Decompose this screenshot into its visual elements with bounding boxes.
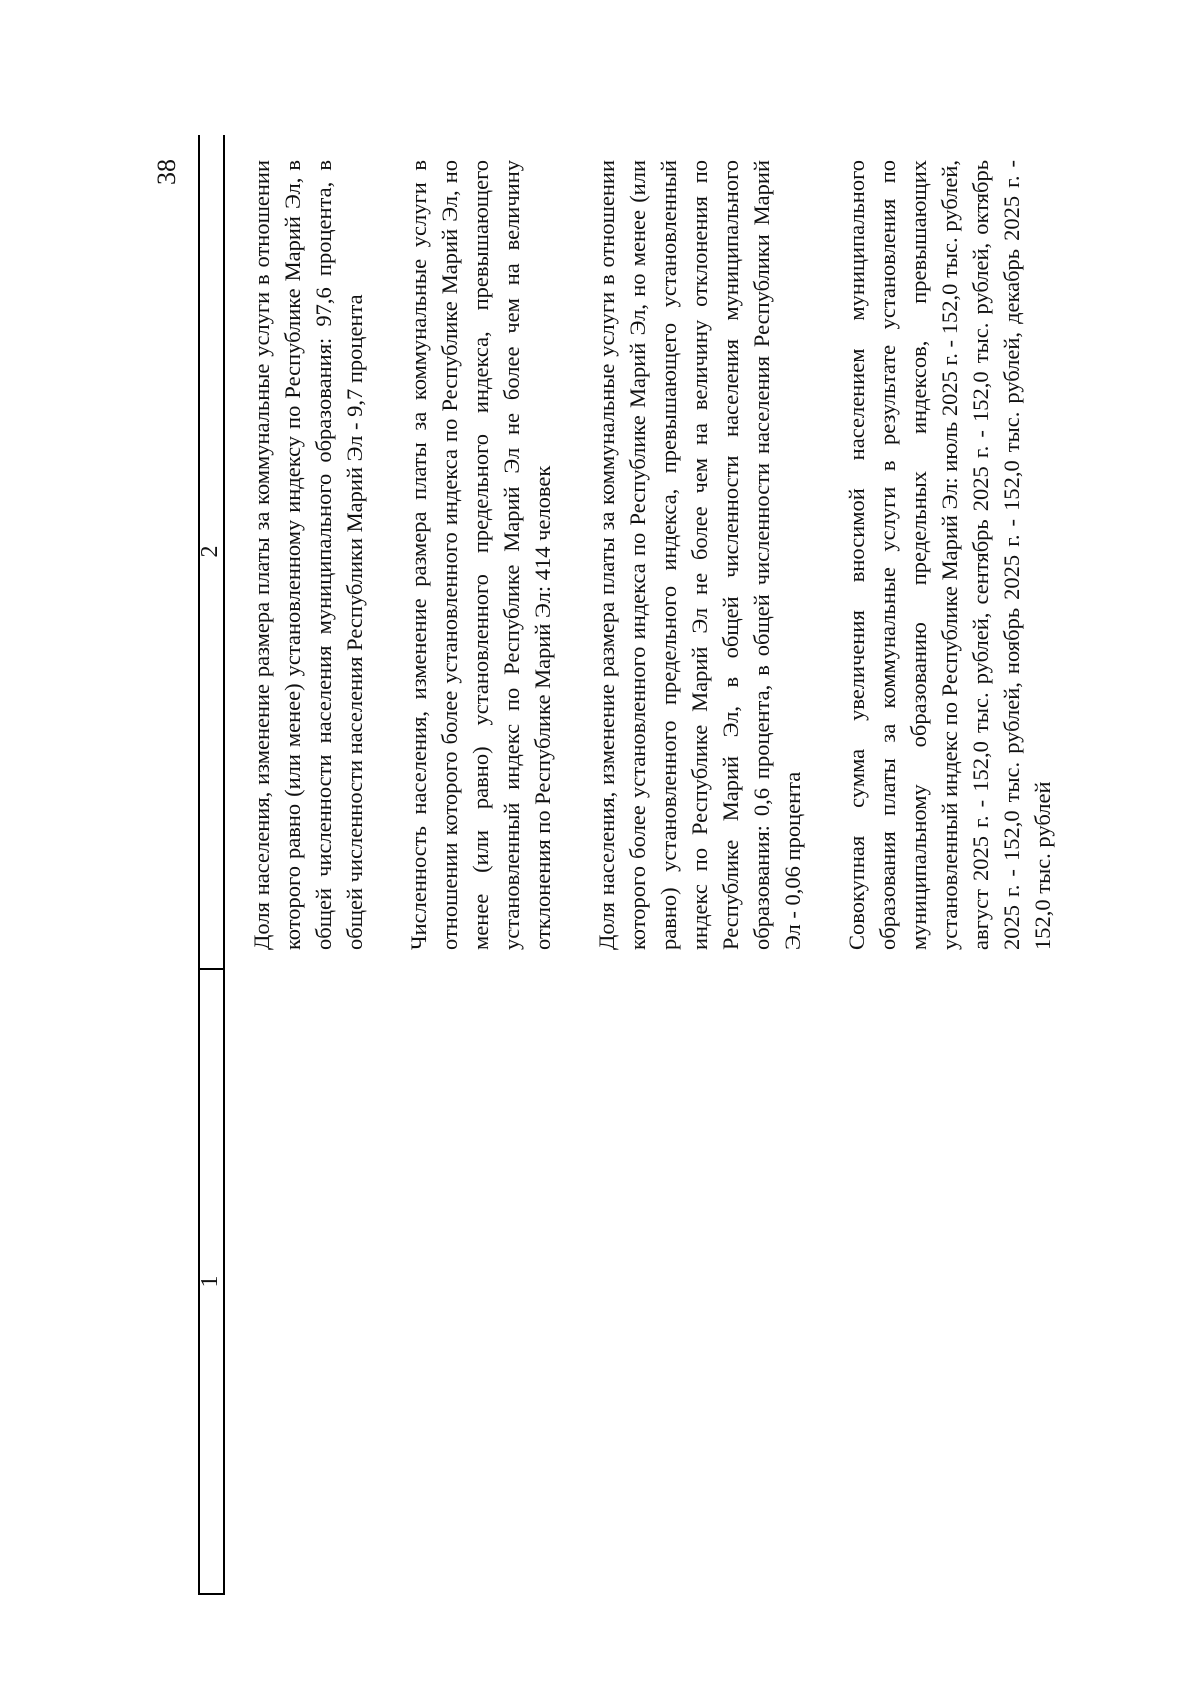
indicator-share-above-index: Доля населения, изменение размера платы за коммунальные услуги в отношении которого более установленного индекса по Республике Марий Эл, но менее (или равно) установленного предельного индекса, превышающего установленный индекс по Республике Марий Эл не более чем на величину отклонения по Республике Марий Эл, в общей численности населения муниципального образования: 0,6 процента, в общей численности населения Республики Марий Эл - 0,06 процента (594, 160, 805, 950)
table-header-bottom-border (223, 135, 225, 1595)
table-left-border (198, 1593, 225, 1595)
page-number: 38 (152, 159, 181, 185)
indicator-total-payment-increase: Совокупная сумма увеличения вносимой населением муниципального образования платы за коммунальные услуги в результате установления по муниципальному образованию предельных индексов, превышающих установленный индекс по Республике Марий Эл: июль 2025 г. - 152,0 тыс. рублей, август 2025 г. - 152,0 тыс. рублей, сентябрь 2025 г. - 152,0 тыс. рублей, октябрь 2025 г. - 152,0 тыс. рублей, ноябрь 2025 г. - 152,0 тыс. рублей, декабрь 2025 г. - 152,0 тыс. рублей (844, 160, 1055, 950)
table-cell-column-2 (246, 160, 1091, 950)
column-header-1: 1 (197, 1275, 223, 1288)
column-header-2: 2 (197, 545, 223, 558)
indicator-population-above-index: Численность населения, изменение размера платы за коммунальные услуги в отношении которого более установленного индекса по Республике Марий Эл, но менее (или равно) установленного предельного индекса, превышающего установленный индекс по Республике Марий Эл не более чем на величину отклонения по Республике Марий Эл: 414 человек (406, 160, 555, 950)
indicator-share-within-index: Доля населения, изменение размера платы за коммунальные услуги в отношении которого равно (или менее) установленному индексу по Республике Марий Эл, в общей численности населения муниципального образования: 97,6 процента, в общей численности населения Республики Марий Эл - 9,7 процента (249, 160, 367, 950)
